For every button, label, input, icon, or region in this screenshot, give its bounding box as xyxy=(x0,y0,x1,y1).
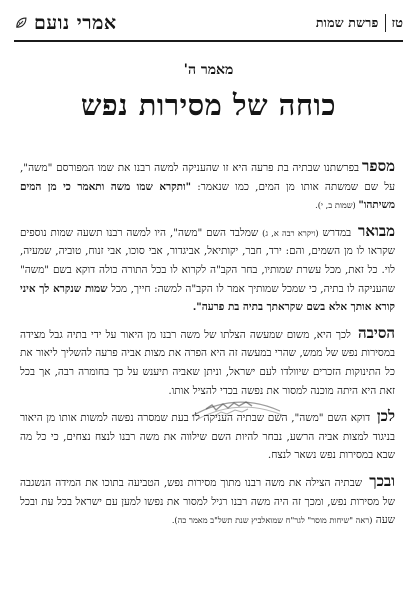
source-reference: (שמות ב, י). xyxy=(315,200,359,211)
essay-label: מאמר ה' xyxy=(183,62,234,78)
paragraph-text: במדרש xyxy=(318,226,356,239)
lead-word: מספר xyxy=(362,157,395,175)
leaf-icon xyxy=(14,16,28,30)
page-number: טז xyxy=(391,16,403,31)
essay-body xyxy=(20,157,395,586)
lead-word: הסיבה xyxy=(358,323,395,342)
header-divider xyxy=(385,14,386,32)
parsha-name: פרשת שמות xyxy=(315,15,379,30)
paragraph-text: לכך היא, משום שמעשה הצלתו של משה רבנו מן היאור על ידי בתיה גבל מצידה במסירות נפש של ממש, שהרי במעשה זה היא הפרה את מצות אביה פרעה להשליך ליאור את כל התינוקות הזכרים שיוולדו לעם ישראל, וניתן שאביה תיענש על כך בחומרה רבה, אך בכל זאת היא היתה מוכנה למסור את נפשה בכדי להציל אותו. xyxy=(20,328,395,397)
header-right xyxy=(316,14,403,32)
verse-quote: "ותקרא שמו משה ותאמר כי מן המים משיתהו" xyxy=(20,180,395,212)
paragraph-text: שמלבד השם "משה", היו למשה רבנו תשעה שמות נוספים שקראו לו מן השמים, והם: ירד, חבר, יקותיאל, אביגדור, אבי סוכו, אבי זנוח, טוביה, שמעיה, לוי. כל זאת, מכל עשרת שמותיו, בחר הקב"ה לקרוא לו בכל התורה כולה דוקא בשם "משה" שהעניקה לו בתיה, כי שמכל שמותיך אמר לו הקב"ה למשה: חייך, מכל xyxy=(20,226,396,295)
paragraph-text: בפרשתנו שבתיה בת פרעה היא זו שהעניקה למשה רבנו את שמו המפורסם "משה", על שם שמשתה אותו מן המים, כמו שנאמר: xyxy=(20,162,395,193)
essay-title: כוחה של מסירות נפש xyxy=(80,88,337,122)
paragraph-text: שבתיה הצילה את משה רבנו מתוך מסירות נפש, הטביעה בתוכו את המידה הנשגבה של מסירות נפש, ומכך זה היה משה רבנו רגיל למסור את נפשו למען עם ישראל בכל עת ובכל שעה xyxy=(20,476,395,527)
lead-word: לכן xyxy=(376,407,395,426)
header-left xyxy=(14,12,117,35)
source-reference: (ראה "שיחות מוסר" לגר"ח שמואלביץ שנת תשל"ב מאמר כה). xyxy=(171,515,373,526)
paragraph-mavo xyxy=(20,222,395,317)
lead-word: ובכך xyxy=(369,471,395,490)
paragraph-text: דוקא השם "משה", השם שבתיה העניקה לו בעת שמסרה נפשה למשות אותו מן היאור בניגוד למצות אביה הרשע, נבחר להיות השם שילווה את משה רבנו לנצח נצחים, כי כל מה שבא במסירות נפש נשאר לנצח. xyxy=(20,412,395,462)
running-header xyxy=(14,6,403,42)
source-reference: (ויקרא רבה א, ג) xyxy=(262,227,319,238)
midrash-quote: שמות שנקרא לך איני קורא אותך אלא בשם שקראתך בתיה בת פרעה". xyxy=(20,282,395,314)
paragraph-uvechach xyxy=(20,472,395,530)
library-stamp xyxy=(186,389,286,423)
book-title: אמרי נועם xyxy=(34,11,117,34)
paragraph-mispar xyxy=(20,157,395,215)
lead-word: מבואר xyxy=(358,221,395,240)
